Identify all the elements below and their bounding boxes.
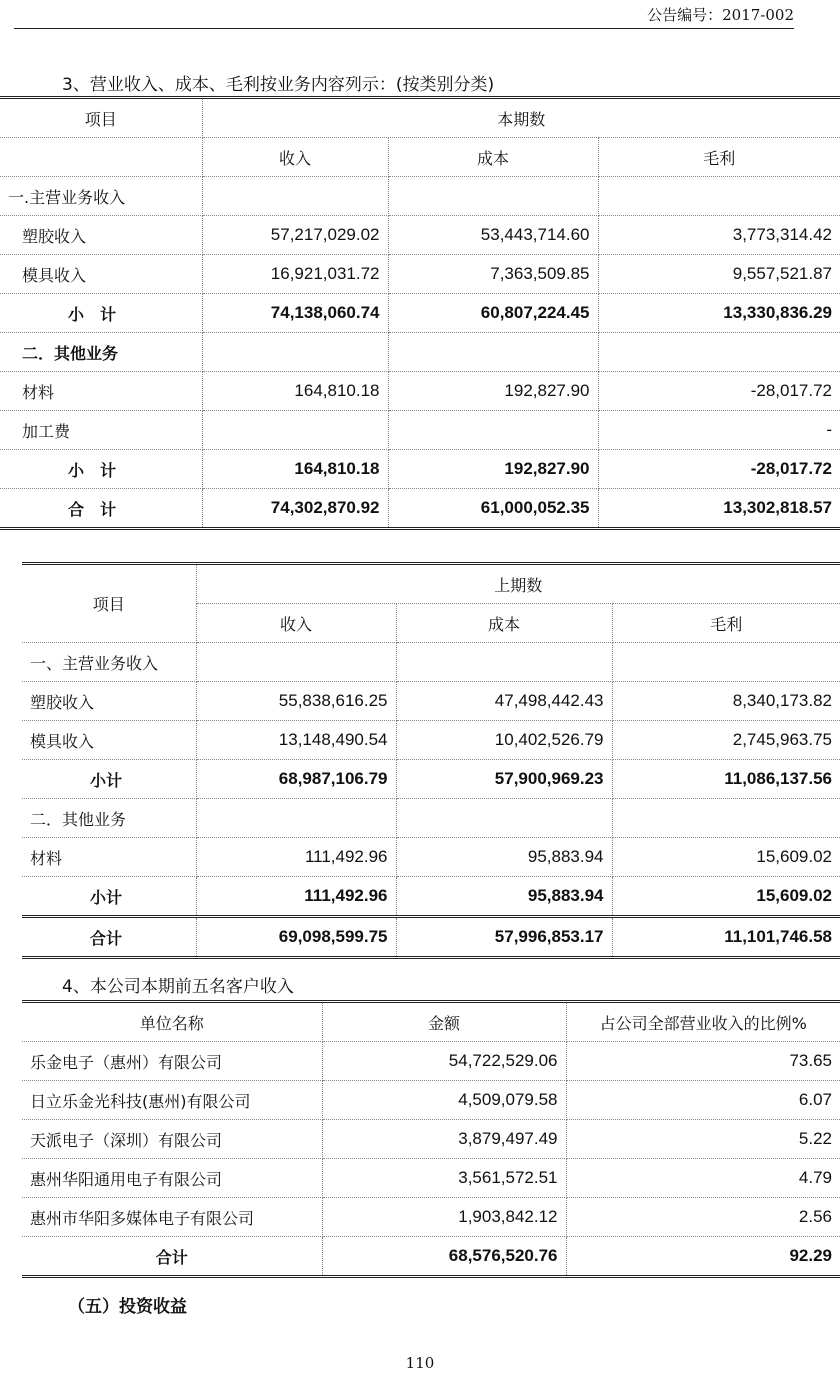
col-cost-header: 成本	[396, 604, 612, 643]
table-row	[0, 177, 840, 216]
profit-cell	[598, 333, 840, 372]
income-cell: 13,148,490.54	[196, 721, 396, 760]
cost-cell	[388, 411, 598, 450]
col-profit-header: 毛利	[598, 138, 840, 177]
ratio-cell: 4.79	[566, 1159, 840, 1198]
cost-cell: 47,498,442.43	[396, 682, 612, 721]
table-row	[22, 917, 840, 958]
income-cell	[196, 799, 396, 838]
ratio-cell: 6.07	[566, 1081, 840, 1120]
table-row	[22, 1081, 840, 1120]
row-label: 材料	[22, 838, 196, 877]
profit-cell: 3,773,314.42	[598, 216, 840, 255]
income-cell: 111,492.96	[196, 838, 396, 877]
amount-cell: 1,903,842.12	[322, 1198, 566, 1237]
table-row	[0, 255, 840, 294]
total-row	[22, 1237, 840, 1277]
table-row	[22, 799, 840, 838]
cost-cell: 10,402,526.79	[396, 721, 612, 760]
profit-cell: 2,745,963.75	[612, 721, 840, 760]
row-label: 塑胶收入	[0, 216, 202, 255]
table-row	[0, 450, 840, 489]
table-row	[22, 643, 840, 682]
income-cell	[202, 333, 388, 372]
col-income-header: 收入	[202, 138, 388, 177]
period-header: 上期数	[196, 564, 840, 604]
row-label: 小计	[22, 760, 196, 799]
amount-cell: 3,879,497.49	[322, 1120, 566, 1159]
income-cell: 74,138,060.74	[202, 294, 388, 333]
row-label: 加工费	[0, 411, 202, 450]
profit-cell	[612, 799, 840, 838]
cost-cell: 57,996,853.17	[396, 917, 612, 958]
profit-cell: 11,101,746.58	[612, 917, 840, 958]
cost-cell: 95,883.94	[396, 838, 612, 877]
col-amount-header: 金额	[322, 1002, 566, 1042]
cost-cell: 192,827.90	[388, 450, 598, 489]
income-cell: 57,217,029.02	[202, 216, 388, 255]
row-label: 材料	[0, 372, 202, 411]
row-label: 小 计	[0, 294, 202, 333]
table-row	[22, 760, 840, 799]
customer-name: 日立乐金光科技(惠州)有限公司	[22, 1081, 322, 1120]
cost-cell	[396, 643, 612, 682]
income-cell: 55,838,616.25	[196, 682, 396, 721]
income-cell	[196, 643, 396, 682]
table-row	[0, 372, 840, 411]
announcement-code: 公告编号：2017-002	[647, 6, 794, 24]
profit-cell: -28,017.72	[598, 372, 840, 411]
profit-cell: 15,609.02	[612, 877, 840, 917]
profit-cell: 8,340,173.82	[612, 682, 840, 721]
top-customers-table	[22, 1000, 840, 1278]
col-item-header: 项目	[0, 98, 202, 138]
table-row	[22, 721, 840, 760]
row-label: 合 计	[0, 489, 202, 529]
profit-cell: 13,330,836.29	[598, 294, 840, 333]
row-label: 二．其他业务	[22, 799, 196, 838]
income-cell: 69,098,599.75	[196, 917, 396, 958]
amount-cell: 3,561,572.51	[322, 1159, 566, 1198]
customer-name: 惠州市华阳多媒体电子有限公司	[22, 1198, 322, 1237]
cost-cell: 61,000,052.35	[388, 489, 598, 529]
row-label: 模具收入	[0, 255, 202, 294]
row-label: 二．其他业务	[0, 333, 202, 372]
page-number: 110	[405, 1354, 435, 1372]
profit-cell: 9,557,521.87	[598, 255, 840, 294]
income-cell	[202, 177, 388, 216]
row-label: 小计	[22, 877, 196, 917]
table-row	[22, 1120, 840, 1159]
header-rule	[14, 28, 794, 29]
income-cell: 164,810.18	[202, 372, 388, 411]
col-name-header: 单位名称	[22, 1002, 322, 1042]
current-period-table	[0, 96, 840, 530]
col-item-header: 项目	[22, 564, 196, 643]
row-label: 小 计	[0, 450, 202, 489]
table-row	[22, 1198, 840, 1237]
cost-cell	[388, 177, 598, 216]
profit-cell: 13,302,818.57	[598, 489, 840, 529]
income-cell: 68,987,106.79	[196, 760, 396, 799]
row-label: 合计	[22, 917, 196, 958]
customer-name: 天派电子（深圳）有限公司	[22, 1120, 322, 1159]
cost-cell: 53,443,714.60	[388, 216, 598, 255]
period-header: 本期数	[202, 98, 840, 138]
total-label: 合计	[22, 1237, 322, 1277]
customer-name: 乐金电子（惠州）有限公司	[22, 1042, 322, 1081]
table-row	[22, 682, 840, 721]
row-label: 一.主营业务收入	[0, 177, 202, 216]
ratio-cell: 5.22	[566, 1120, 840, 1159]
total-amount: 68,576,520.76	[322, 1237, 566, 1277]
amount-cell: 4,509,079.58	[322, 1081, 566, 1120]
table-row	[0, 333, 840, 372]
income-cell	[202, 411, 388, 450]
cost-cell: 192,827.90	[388, 372, 598, 411]
income-cell: 74,302,870.92	[202, 489, 388, 529]
col-income-header: 收入	[196, 604, 396, 643]
profit-cell: 11,086,137.56	[612, 760, 840, 799]
section5-title: （五）投资收益	[68, 1297, 187, 1317]
profit-cell	[612, 643, 840, 682]
table-row	[0, 411, 840, 450]
cost-cell: 57,900,969.23	[396, 760, 612, 799]
customer-name: 惠州华阳通用电子有限公司	[22, 1159, 322, 1198]
cost-cell	[388, 333, 598, 372]
previous-period-table	[22, 562, 840, 959]
section3-title: 3、营业收入、成本、毛利按业务内容列示：(按类别分类)	[62, 75, 495, 95]
table-row	[22, 1042, 840, 1081]
row-label: 一、主营业务收入	[22, 643, 196, 682]
total-ratio: 92.29	[566, 1237, 840, 1277]
col-ratio-header: 占公司全部营业收入的比例%	[566, 1002, 840, 1042]
cost-cell	[396, 799, 612, 838]
col-cost-header: 成本	[388, 138, 598, 177]
blank-cell	[0, 138, 202, 177]
ratio-cell: 73.65	[566, 1042, 840, 1081]
cost-cell: 95,883.94	[396, 877, 612, 917]
profit-cell: -28,017.72	[598, 450, 840, 489]
income-cell: 164,810.18	[202, 450, 388, 489]
section4-title: 4、本公司本期前五名客户收入	[62, 977, 294, 997]
ratio-cell: 2.56	[566, 1198, 840, 1237]
profit-cell	[598, 177, 840, 216]
income-cell: 111,492.96	[196, 877, 396, 917]
cost-cell: 7,363,509.85	[388, 255, 598, 294]
table-row	[0, 489, 840, 529]
row-label: 塑胶收入	[22, 682, 196, 721]
table-row	[0, 294, 840, 333]
col-profit-header: 毛利	[612, 604, 840, 643]
profit-cell: 15,609.02	[612, 838, 840, 877]
cost-cell: 60,807,224.45	[388, 294, 598, 333]
table-row	[0, 216, 840, 255]
row-label: 模具收入	[22, 721, 196, 760]
income-cell: 16,921,031.72	[202, 255, 388, 294]
table-row	[22, 838, 840, 877]
table-row	[22, 877, 840, 917]
profit-cell: -	[598, 411, 840, 450]
table-row	[22, 1159, 840, 1198]
amount-cell: 54,722,529.06	[322, 1042, 566, 1081]
